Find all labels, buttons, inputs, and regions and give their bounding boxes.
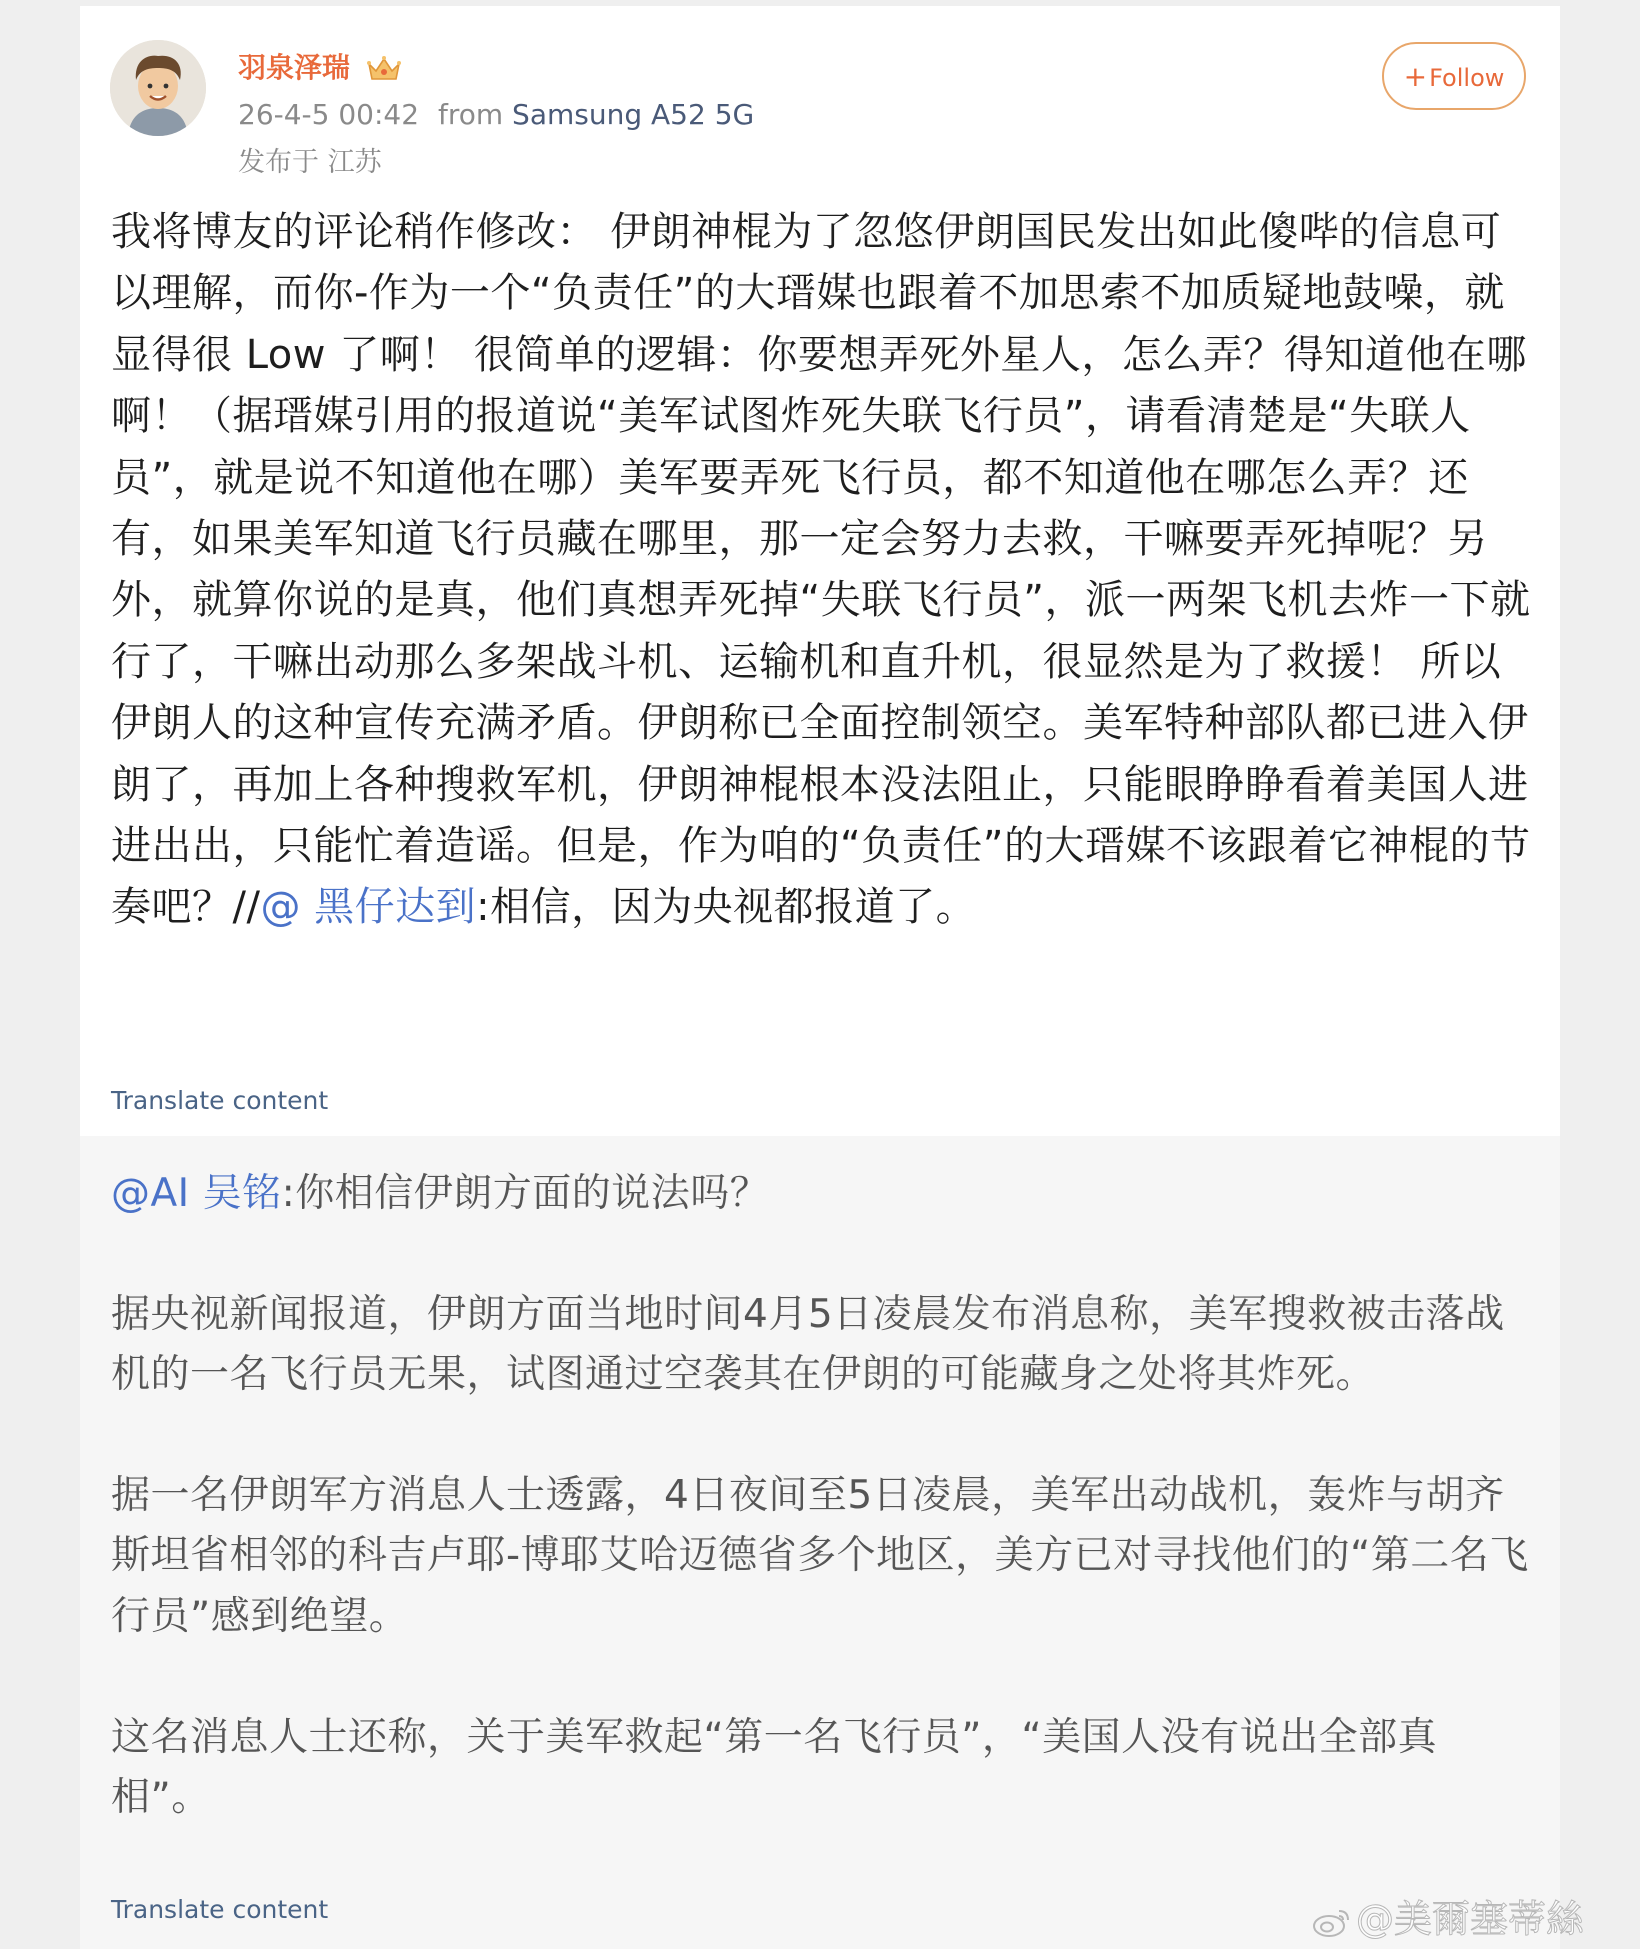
translate-content-link[interactable]: Translate content bbox=[111, 1086, 329, 1115]
follow-button[interactable] bbox=[1382, 42, 1526, 110]
repost-container[interactable] bbox=[80, 1136, 1560, 1949]
watermark-text: @美爾塞蒂絲 bbox=[1356, 1897, 1585, 1941]
plus-icon: + bbox=[1403, 60, 1428, 93]
crown-icon bbox=[366, 55, 402, 83]
repost-paragraph: 这名消息人士还称，关于美军救起“第一名飞行员”，“美国人没有说出全部真相”。 bbox=[111, 1714, 1438, 1821]
device-name: Samsung A52 5G bbox=[512, 98, 755, 131]
post-location: 发布于 江苏 bbox=[238, 147, 382, 178]
avatar-cartoon-icon bbox=[110, 40, 206, 136]
repost-mention-link[interactable]: @AI 吴铭 bbox=[111, 1171, 282, 1216]
post-body bbox=[111, 202, 1531, 939]
avatar[interactable] bbox=[110, 40, 206, 136]
weibo-logo-icon bbox=[1312, 1905, 1352, 1939]
watermark bbox=[1312, 1888, 1584, 1943]
username[interactable]: 羽泉泽瑞 bbox=[238, 51, 351, 84]
repost-first-line bbox=[111, 1164, 1531, 1224]
post-meta bbox=[238, 98, 754, 131]
username-row bbox=[238, 46, 402, 86]
repost-text bbox=[111, 1164, 1531, 1889]
follow-label: Follow bbox=[1429, 64, 1505, 92]
post-card bbox=[80, 6, 1560, 1949]
repost-paragraph: 据一名伊朗军方消息人士透露，4日夜间至5日凌晨，美军出动战机，轰炸与胡齐斯坦省相邻的科吉卢耶-博耶艾哈迈德省多个地区，美方已对寻找他们的“第二名飞行员”感到绝望。 bbox=[111, 1473, 1529, 1639]
repost-paragraph: 据央视新闻报道，伊朗方面当地时间4月5日凌晨发布消息称，美军搜救被击落战机的一名飞行员无果，试图通过空袭其在伊朗的可能藏身之处将其炸死。 bbox=[111, 1291, 1505, 1398]
post-body-tail: :相信，因为央视都报道了。 bbox=[476, 884, 977, 931]
timestamp: 26-4-5 00:42 bbox=[238, 98, 420, 131]
repost-translate-content-link[interactable]: Translate content bbox=[111, 1895, 329, 1924]
mention-link[interactable]: @ 黑仔达到 bbox=[260, 884, 477, 931]
repost-question: :你相信伊朗方面的说法吗？ bbox=[281, 1171, 770, 1216]
post-body-main: 我将博友的评论稍作修改： 伊朗神棍为了忽悠伊朗国民发出如此傻哔的信息可以理解，而你-作为一个“负责任”的大瑨媒也跟着不加思索不加质疑地鼓噪，就显得很 Low 了啊！ 很简单的逻辑：你要想弄死外星人，怎么弄？得知道他在哪啊！（据瑨媒引用的报道说“美军试图炸死失联飞行员”，请看清楚是“失联人员”，就是说不知道他在哪）美军要弄死飞行员，都不知道他在哪怎么弄？还有，如果美军知道飞行员藏在哪里，那一定会努力去救，干嘛要弄死掉呢？另外，就算你说的是真，他们真想弄死掉“失联飞行员”，派一两架飞机去炸一下就行了，干嘛出动那么多架战斗机、运输机和直升机，很显然是为了救援！ 所以伊朗人的这种宣传充满矛盾。伊朗称已全面控制领空。美军特种部队都已进入伊朗了，再加上各种搜救军机，伊朗神棍根本没法阻止，只能眼睁睁看着美国人进进出出，只能忙着造谣。但是，作为咱的“负责任”的大瑨媒不该跟着它神棍的节奏吧？// bbox=[111, 209, 1531, 931]
from-label: from bbox=[437, 98, 504, 131]
